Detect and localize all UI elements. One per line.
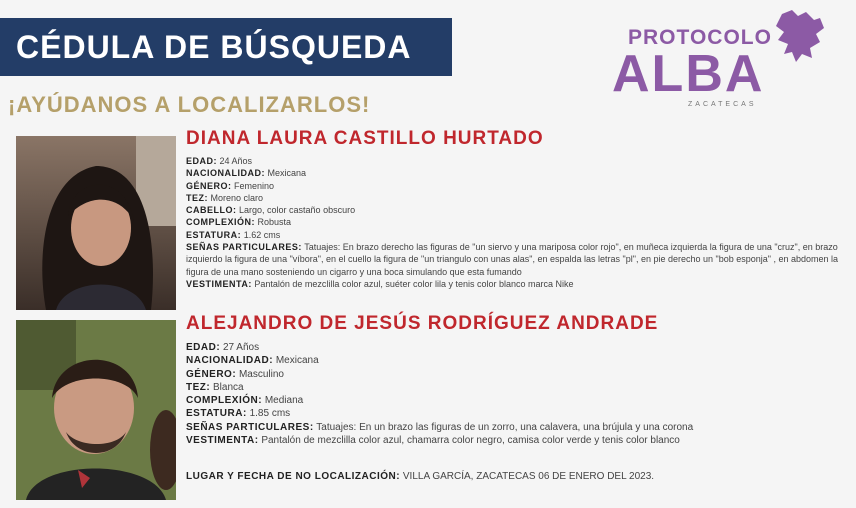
missing-person-photo	[16, 320, 176, 500]
field-label: GÉNERO:	[186, 180, 232, 191]
field-value: Pantalón de mezclilla color azul, suéter color lila y tenis color blanco marca Nike	[254, 278, 574, 289]
logo-line1: PROTOCOLO	[628, 26, 772, 49]
person-name: ALEJANDRO DE JESÚS RODRÍGUEZ ANDRADE	[186, 313, 659, 334]
location-value: VILLA GARCÍA, ZACATECAS 06 DE ENERO DEL 2023.	[402, 471, 655, 482]
person-details	[186, 155, 844, 290]
field-label: VESTIMENTA:	[186, 435, 259, 447]
zacatecas-map-icon	[762, 8, 832, 68]
field-label: EDAD:	[186, 156, 217, 166]
field-value: Mexicana	[275, 355, 319, 367]
field-value: Tatuajes: En un brazo las figuras de un zorro, una calavera, una brújula y una corona	[316, 421, 694, 433]
field-value: Pantalón de mezclilla color azul, chamarra color negro, camisa color verde y tenis color blanco	[261, 435, 680, 447]
field-value: 24 Años	[219, 156, 253, 166]
logo-line2: ALBA	[612, 45, 765, 103]
field-label: TEZ:	[186, 381, 211, 393]
missing-person-photo	[16, 136, 176, 310]
field-value: Largo, color castaño obscuro	[239, 205, 356, 216]
protocolo-alba-logo	[610, 8, 840, 108]
field-label: SEÑAS PARTICULARES:	[186, 242, 302, 253]
field-label: COMPLEXIÓN:	[186, 395, 263, 407]
field-value: 1.85 cms	[249, 408, 291, 420]
field-label: GÉNERO:	[186, 368, 237, 380]
field-label: ESTATURA:	[186, 229, 242, 240]
title-banner	[0, 18, 452, 76]
field-label: VESTIMENTA:	[186, 278, 252, 289]
field-value: Moreno claro	[210, 192, 264, 203]
field-label: SEÑAS PARTICULARES:	[186, 421, 314, 433]
field-value: 27 Años	[222, 342, 260, 353]
field-label: ESTATURA:	[186, 408, 247, 420]
field-label: COMPLEXIÓN:	[186, 217, 256, 228]
page-title: CÉDULA DE BÚSQUEDA	[16, 28, 412, 65]
field-value: Mexicana	[267, 168, 307, 179]
field-value: Tatuajes: En brazo derecho las figuras de "un siervo y una mariposa color rojo", en muñeca izquierda la figura de una "cruz", en brazo izquierdo la figura de una "víbora", en el cuello la figura de "un triangulo con unas alas", en espalda las letras "pl", en pie derecho un "bob esponja" , en abdomen la figura de una mano sosteniendo un cigarro y una boca simulando que esta fumando	[186, 242, 838, 277]
location-date	[186, 471, 654, 482]
field-value: Robusta	[257, 217, 292, 228]
field-value: Masculino	[238, 368, 284, 380]
location-label: LUGAR Y FECHA DE NO LOCALIZACIÓN:	[186, 471, 401, 482]
field-value: 1.62 cms	[243, 229, 281, 240]
field-label: NACIONALIDAD:	[186, 355, 274, 367]
field-label: EDAD:	[186, 342, 221, 353]
subtitle: ¡AYÚDANOS A LOCALIZARLOS!	[8, 92, 371, 117]
field-label: TEZ:	[186, 192, 208, 203]
person-details	[186, 341, 844, 447]
logo-line3: ZACATECAS	[688, 101, 757, 108]
field-value: Mediana	[264, 395, 304, 407]
field-label: CABELLO:	[186, 205, 237, 216]
person-name: DIANA LAURA CASTILLO HURTADO	[186, 128, 544, 149]
field-value: Femenino	[234, 180, 275, 191]
field-value: Blanca	[213, 381, 244, 393]
field-label: NACIONALIDAD:	[186, 168, 265, 179]
